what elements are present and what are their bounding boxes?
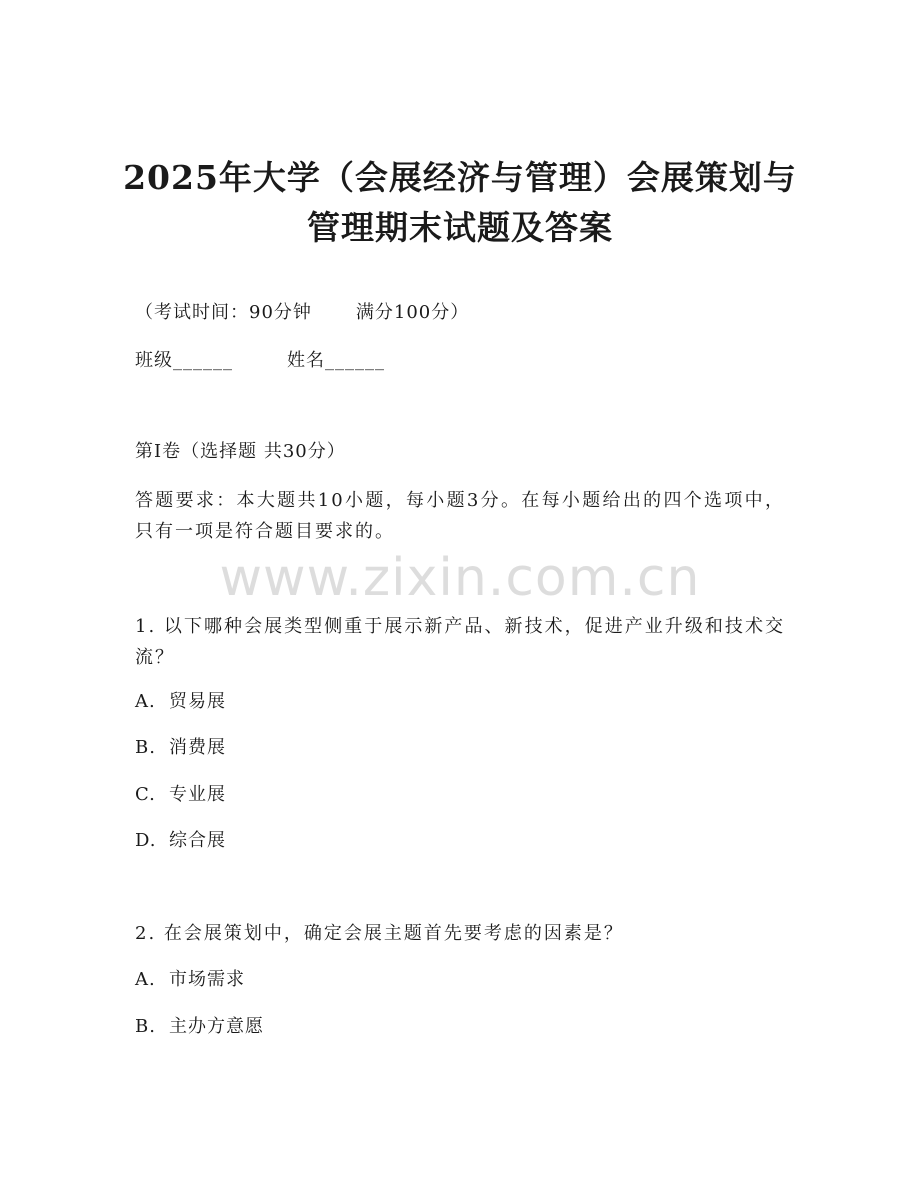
option-text: 市场需求 bbox=[169, 969, 245, 990]
option-text: 专业展 bbox=[169, 784, 226, 805]
option-text: 消费展 bbox=[169, 737, 226, 758]
document-title-line-2: 管理期末试题及答案 bbox=[307, 208, 613, 247]
exam-info bbox=[135, 301, 469, 325]
question-1-option-c bbox=[135, 783, 226, 807]
class-field: 班级______ bbox=[135, 350, 233, 371]
option-text: 贸易展 bbox=[169, 691, 226, 712]
option-letter: B. bbox=[135, 737, 156, 758]
option-letter: D. bbox=[135, 830, 157, 851]
question-2-stem: 2. 在会展策划中，确定会展主题首先要考虑的因素是？ bbox=[135, 923, 624, 944]
option-text: 主办方意愿 bbox=[169, 1016, 264, 1037]
option-letter: A. bbox=[135, 969, 156, 990]
exam-time: （考试时间：90分钟 bbox=[135, 302, 312, 323]
question-1-stem: 1. 以下哪种会展类型侧重于展示新产品、新技术，促进产业升级和技术交流？ bbox=[135, 616, 785, 668]
option-letter: A. bbox=[135, 691, 156, 712]
option-letter: C. bbox=[135, 784, 156, 805]
question-2-option-b bbox=[135, 1015, 264, 1039]
instructions: 答题要求：本大题共10小题，每小题3分。在每小题给出的四个选项中，只有一项是符合题目要求的。 bbox=[135, 490, 785, 542]
question-1-option-a bbox=[135, 690, 226, 714]
option-text: 综合展 bbox=[169, 830, 226, 851]
section-title: 第I卷（选择题 共30分） bbox=[135, 441, 346, 462]
watermark: www.zixin.com.cn bbox=[219, 548, 701, 608]
name-field: 姓名______ bbox=[287, 350, 385, 371]
full-score: 满分100分） bbox=[355, 302, 470, 323]
question-1-option-b bbox=[135, 736, 226, 760]
question-2-option-a bbox=[135, 968, 245, 992]
option-letter: B. bbox=[135, 1016, 156, 1037]
question-1-option-d bbox=[135, 829, 226, 853]
student-info bbox=[135, 349, 385, 373]
document-title-line-1: 2025年大学（会展经济与管理）会展策划与 bbox=[123, 158, 797, 197]
